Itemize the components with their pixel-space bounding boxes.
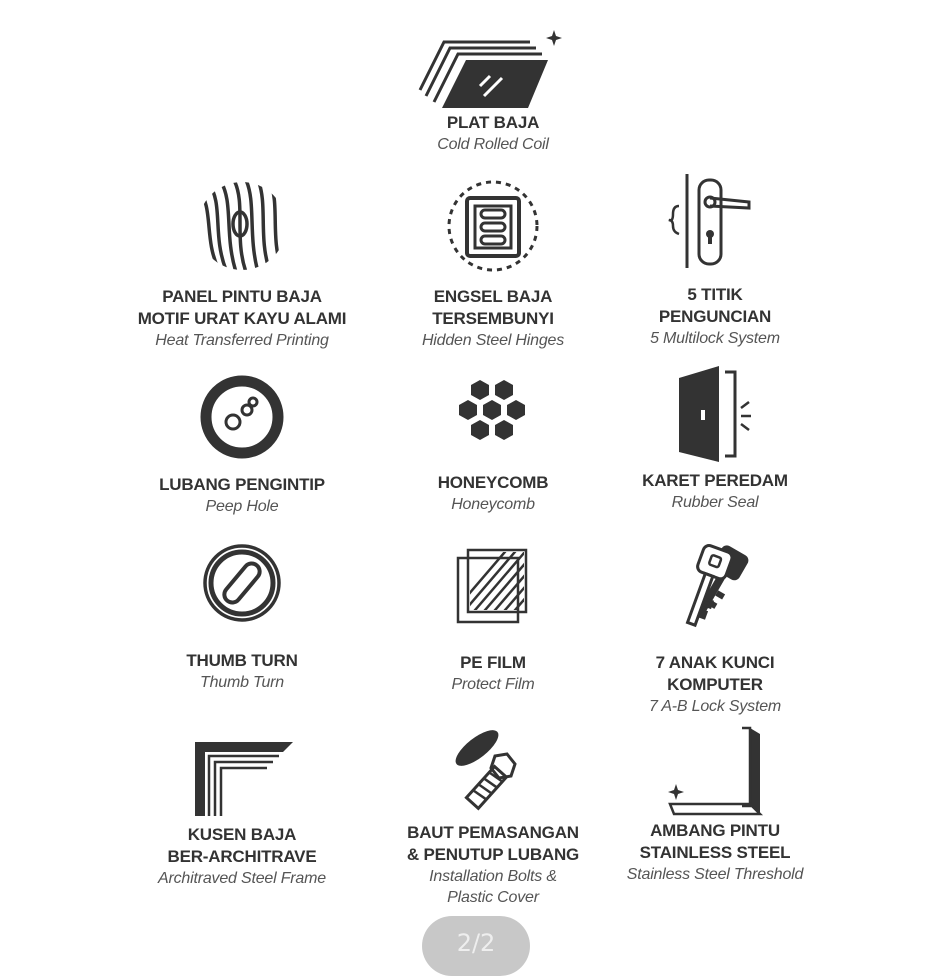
- feature-subtitle: Peep Hole: [205, 498, 279, 515]
- door-seal-icon: [667, 364, 763, 464]
- thumb-turn-icon: [201, 542, 283, 624]
- peephole-icon: [199, 374, 285, 460]
- film-icon: [450, 546, 536, 628]
- feature-bolts: [378, 722, 608, 908]
- feature-subtitle: Installation Bolts & Plastic Cover: [429, 868, 557, 906]
- feature-steel-frame: [127, 738, 357, 889]
- feature-title: LUBANG PENGINTIP: [159, 475, 325, 494]
- feature-title: KARET PEREDAM: [642, 471, 788, 490]
- wood-grain-icon: [194, 178, 290, 274]
- door-handle-icon: [665, 172, 765, 274]
- feature-plat-baja: [378, 26, 608, 155]
- feature-keys: [600, 540, 830, 717]
- feature-subtitle: Heat Transferred Printing: [155, 332, 329, 349]
- feature-peep-hole: [127, 374, 357, 517]
- feature-rubber-seal: [600, 364, 830, 513]
- feature-honeycomb: [378, 378, 608, 515]
- feature-title: THUMB TURN: [186, 651, 298, 670]
- page-indicator[interactable]: 2/2: [422, 916, 530, 976]
- feature-title: ENGSEL BAJA TERSEMBUNYI: [432, 287, 554, 328]
- feature-title: KUSEN BAJA BER-ARCHITRAVE: [167, 825, 317, 866]
- feature-subtitle: Rubber Seal: [671, 494, 759, 511]
- feature-title: AMBANG PINTU STAINLESS STEEL: [639, 821, 791, 862]
- feature-title: PLAT BAJA: [446, 113, 540, 132]
- feature-title: PE FILM: [460, 653, 526, 672]
- feature-title: 7 ANAK KUNCI KOMPUTER: [655, 653, 775, 694]
- keys-icon: [667, 540, 763, 636]
- bolt-icon: [443, 722, 543, 818]
- feature-subtitle: Architraved Steel Frame: [158, 870, 326, 887]
- feature-pe-film: [378, 546, 608, 695]
- hinge-icon: [445, 178, 541, 274]
- feature-subtitle: Protect Film: [451, 676, 535, 693]
- feature-subtitle: Stainless Steel Threshold: [626, 866, 804, 883]
- feature-subtitle: Hidden Steel Hinges: [421, 332, 565, 349]
- feature-title: HONEYCOMB: [437, 473, 549, 492]
- feature-title: PANEL PINTU BAJA MOTIF URAT KAYU ALAMI: [137, 287, 347, 328]
- feature-thumb-turn: [127, 542, 357, 693]
- feature-subtitle: 7 A-B Lock System: [648, 698, 782, 715]
- feature-subtitle: Thumb Turn: [200, 674, 284, 691]
- feature-title: 5 TITIK PENGUNCIAN: [658, 285, 772, 326]
- feature-multilock: [600, 172, 830, 349]
- honeycomb-icon: [450, 378, 536, 460]
- steel-plate-icon: [418, 26, 568, 112]
- feature-subtitle: Cold Rolled Coil: [437, 136, 549, 153]
- feature-threshold: [600, 724, 830, 885]
- feature-subtitle: 5 Multilock System: [650, 330, 780, 347]
- frame-icon: [187, 738, 297, 818]
- feature-subtitle: Honeycomb: [451, 496, 535, 513]
- feature-engsel-baja: [378, 178, 608, 351]
- feature-panel-pintu: [127, 178, 357, 351]
- threshold-icon: [650, 724, 780, 818]
- feature-title: BAUT PEMASANGAN & PENUTUP LUBANG: [406, 823, 580, 864]
